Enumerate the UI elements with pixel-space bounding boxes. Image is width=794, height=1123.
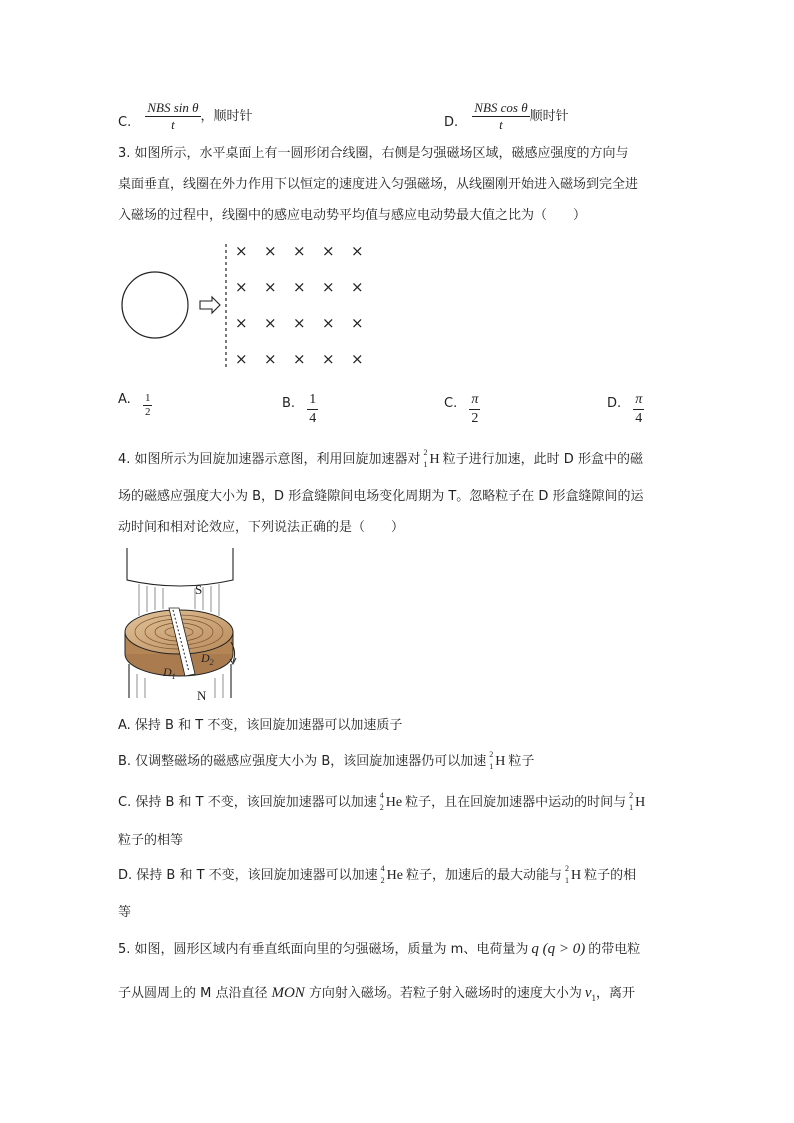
fraction xyxy=(469,392,480,427)
nuclide-h2 xyxy=(423,448,440,469)
option-letter: C. xyxy=(444,396,458,412)
nuclide-he4 xyxy=(379,791,403,812)
q3-option-c xyxy=(444,392,480,427)
option-letter: B. xyxy=(282,396,296,412)
q4-option-d xyxy=(118,864,637,885)
q3-option-a xyxy=(118,392,152,420)
option-text: 粒子，且在回旋加速器中运动的时间与 xyxy=(405,795,627,810)
fraction-denominator: t xyxy=(171,116,175,132)
label-d2: $D_2$ xyxy=(201,651,214,667)
mass-number: 2 xyxy=(423,448,428,457)
fraction-denominator: 2 xyxy=(144,406,151,419)
fraction-denominator: 4 xyxy=(309,410,317,426)
option-text: 顺时针 xyxy=(529,108,569,124)
fraction xyxy=(633,392,644,427)
option-text: D. 保持 B 和 T 不变，该回旋加速器可以加速 xyxy=(118,868,378,883)
magnetic-field-marks xyxy=(235,242,364,368)
field-x-mark: × xyxy=(293,350,306,368)
option-text: 粒子，加速后的最大动能与 xyxy=(406,868,563,883)
field-x-mark: × xyxy=(351,314,364,332)
stem-text: 4. 如图所示为回旋加速器示意图，利用回旋加速器对 xyxy=(118,452,421,467)
option-text: C. 保持 B 和 T 不变，该回旋加速器可以加速 xyxy=(118,795,377,810)
label-d1: $D_1$ xyxy=(163,665,176,681)
q3-stem-line-3: 入磁场的过程中，线圈中的感应电动势平均值与感应电动势最大值之比为（ ） xyxy=(118,208,587,223)
velocity-subscript: 1 xyxy=(591,993,597,1003)
fraction-denominator: 4 xyxy=(635,410,643,426)
field-x-mark: × xyxy=(351,278,364,296)
atomic-number: 2 xyxy=(380,876,385,885)
label-s: S xyxy=(195,582,203,597)
q3-options xyxy=(118,392,678,432)
fraction xyxy=(143,392,153,420)
velocity-symbol xyxy=(585,985,596,1001)
option-text: ，顺时针 xyxy=(200,108,253,124)
q2-option-c xyxy=(118,100,253,133)
stem-text: 粒子进行加速，此时 D 形盒中的磁 xyxy=(442,452,643,467)
fraction-numerator: π xyxy=(469,392,480,410)
field-x-mark: × xyxy=(235,242,248,260)
q4-stem-line-1 xyxy=(118,448,643,469)
field-x-mark: × xyxy=(351,242,364,260)
q4-option-d-cont: 等 xyxy=(118,905,132,920)
q4-option-c xyxy=(118,791,646,812)
q5-stem-line-2 xyxy=(118,986,635,1003)
field-x-mark: × xyxy=(264,242,277,260)
q3-option-d xyxy=(607,392,644,427)
atomic-number: 1 xyxy=(489,762,494,771)
fraction xyxy=(472,100,529,133)
field-x-mark: × xyxy=(293,242,306,260)
mass-number: 2 xyxy=(489,750,494,759)
option-letter: C. xyxy=(118,114,132,130)
charge-condition: q (q > 0) xyxy=(531,941,586,957)
nuclide-h2 xyxy=(629,791,646,812)
coil-circle xyxy=(122,272,188,338)
atomic-number: 1 xyxy=(423,460,428,469)
q3-figure xyxy=(118,240,378,370)
stem-text: 方向射入磁场。若粒子射入磁场时的速度大小为 xyxy=(308,986,582,1001)
option-text: 粒子 xyxy=(508,754,535,769)
field-x-mark: × xyxy=(293,314,306,332)
fraction-numerator: NBS cos θ xyxy=(474,100,528,115)
field-x-mark: × xyxy=(293,278,306,296)
field-x-mark: × xyxy=(235,350,248,368)
q4-stem-line-3: 动时间和相对论效应，下列说法正确的是（ ） xyxy=(118,520,405,535)
fraction-numerator: π xyxy=(633,392,644,410)
option-letter: D. xyxy=(444,114,459,130)
label-n: N xyxy=(197,688,207,702)
option-text: B. 仅调整磁场的磁感应强度大小为 B，该回旋加速器仍可以加速 xyxy=(118,754,487,769)
stem-text: 5. 如图，圆形区域内有垂直纸面向里的匀强磁场，质量为 m、电荷量为 xyxy=(118,942,529,957)
cyclotron-figure xyxy=(115,546,245,702)
mass-number: 4 xyxy=(379,791,384,800)
stem-text: 子从圆周上的 M 点沿直径 xyxy=(118,986,268,1001)
atomic-number: 2 xyxy=(379,803,384,812)
fraction xyxy=(145,100,200,133)
field-x-mark: × xyxy=(322,278,335,296)
field-x-mark: × xyxy=(351,350,364,368)
option-letter: A. xyxy=(118,392,131,408)
q3-stem-line-2: 桌面垂直，线圈在外力作用下以恒定的速度进入匀强磁场，从线圈刚开始进入磁场到完全进 xyxy=(118,177,639,192)
fraction-denominator: 2 xyxy=(471,410,479,426)
mass-number: 2 xyxy=(629,791,634,800)
stem-text: ，离开 xyxy=(596,986,636,1001)
q4-option-a: A. 保持 B 和 T 不变，该回旋加速器可以加速质子 xyxy=(118,718,403,733)
q4-stem-line-2: 场的磁感应强度大小为 B，D 形盒缝隙间电场变化周期为 T。忽略粒子在 D 形盒缝隙间的运 xyxy=(118,489,644,504)
fraction-numerator: NBS sin θ xyxy=(147,100,199,115)
mass-number: 4 xyxy=(380,864,385,873)
velocity-letter: v xyxy=(584,985,592,1001)
q3-stem-line-1: 3. 如图所示，水平桌面上有一圆形闭合线圈，右侧是匀强磁场区域，磁感应强度的方向与 xyxy=(118,146,629,161)
nuclide-he4 xyxy=(380,864,403,885)
q4-option-b xyxy=(118,750,535,771)
q3-option-b xyxy=(282,392,318,427)
field-x-mark: × xyxy=(322,350,335,368)
diameter-label: MON xyxy=(271,985,305,1001)
q2-option-d xyxy=(444,100,569,133)
q5-stem-line-1 xyxy=(118,942,640,957)
field-x-mark: × xyxy=(264,314,277,332)
right-arrow-icon xyxy=(200,297,220,313)
element-symbol: He xyxy=(386,868,403,883)
fraction-numerator: 1 xyxy=(143,392,153,406)
nuclide-h2 xyxy=(565,864,582,885)
element-symbol: H xyxy=(635,795,646,810)
element-symbol: H xyxy=(571,868,582,883)
q4-option-c-cont: 粒子的相等 xyxy=(118,833,184,848)
atomic-number: 1 xyxy=(565,876,570,885)
field-x-mark: × xyxy=(264,350,277,368)
field-x-mark: × xyxy=(322,242,335,260)
option-letter: D. xyxy=(607,396,622,412)
element-symbol: He xyxy=(385,795,403,810)
field-x-mark: × xyxy=(235,314,248,332)
field-x-mark: × xyxy=(235,278,248,296)
fraction xyxy=(307,392,318,427)
element-symbol: H xyxy=(495,754,506,769)
fraction-numerator: 1 xyxy=(307,392,318,410)
field-x-mark: × xyxy=(322,314,335,332)
nuclide-h2 xyxy=(489,750,506,771)
element-symbol: H xyxy=(429,452,440,467)
field-x-mark: × xyxy=(264,278,277,296)
fraction-denominator: t xyxy=(499,116,503,132)
stem-text: 的带电粒 xyxy=(588,942,641,957)
mass-number: 2 xyxy=(565,864,570,873)
option-text: 粒子的相 xyxy=(584,868,637,883)
magnet-pole-s xyxy=(127,548,233,586)
atomic-number: 1 xyxy=(629,803,634,812)
